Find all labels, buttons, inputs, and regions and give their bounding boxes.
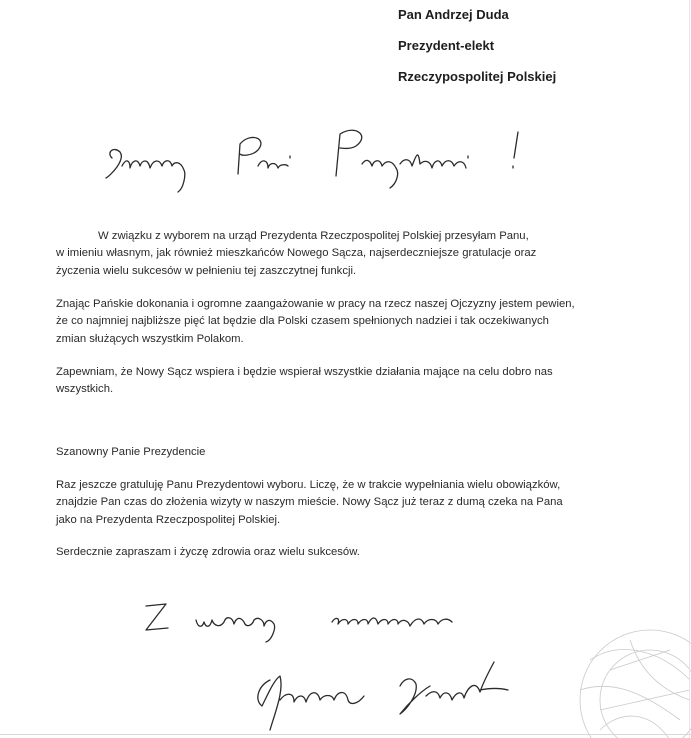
- handwritten-salutation: [100, 118, 540, 198]
- addressee-name: Pan Andrzej Duda: [398, 7, 509, 22]
- paragraph-3: [56, 364, 656, 399]
- paragraph-5: [56, 477, 656, 529]
- paragraph-1: [56, 228, 656, 280]
- watermark-decoration: [540, 540, 691, 738]
- paragraph-line: W związku z wyborem na urząd Prezydenta Rzeczpospolitej Polskiej przesyłam Panu,: [98, 230, 529, 242]
- paragraph-line: Serdecznie zapraszam i życzę zdrowia oraz wielu sukcesów.: [56, 546, 360, 558]
- bottom-edge-line: [0, 734, 691, 735]
- handwritten-signature: [240, 650, 530, 734]
- paragraph-salutation: [56, 444, 656, 461]
- paragraph-line: jako na Prezydenta Rzeczpospolitej Polskiej.: [56, 513, 281, 526]
- addressee-country: Rzeczypospolitej Polskiej: [398, 69, 557, 84]
- paragraph-2: [56, 296, 656, 348]
- paragraph-line: znajdzie Pan czas do złożenia wizyty w naszym mieście. Nowy Sącz już teraz z dumą czeka na Pana: [56, 496, 563, 509]
- paragraph-line: Szanowny Panie Prezydencie: [56, 446, 206, 458]
- paragraph-line: zmian służących wszystkim Polakom.: [56, 332, 244, 345]
- paragraph-line: w imieniu własnym, jak również mieszkańców Nowego Sącza, najserdeczniejsze gratulacje oraz: [56, 247, 537, 260]
- paragraph-line: wszystkich.: [56, 383, 114, 396]
- paragraph-line: Zapewniam, że Nowy Sącz wspiera i będzie wspierał wszystkie działania mające na celu dobro nas: [56, 366, 553, 378]
- right-edge-line: [689, 0, 690, 738]
- addressee-block: [398, 7, 556, 100]
- paragraph-line: Znając Pańskie dokonania i ogromne zaangażowanie w pracy na rzecz naszej Ojczyzny jestem pewien,: [56, 298, 575, 310]
- addressee-title: Prezydent-elekt: [398, 38, 495, 53]
- paragraph-line: że co najmniej najbliższe pięć lat będzie dla Polski czasem spełnionych nadziei i tak oczekiwanych: [56, 315, 549, 328]
- paragraph-line: Raz jeszcze gratuluję Panu Prezydentowi wyboru. Liczę, że w trakcie wypełniania wielu obowiązków,: [56, 479, 561, 491]
- paragraph-line: życzenia wielu sukcesów w pełnieniu tej zaszczytnej funkcji.: [56, 264, 357, 277]
- handwritten-closing: [140, 594, 470, 644]
